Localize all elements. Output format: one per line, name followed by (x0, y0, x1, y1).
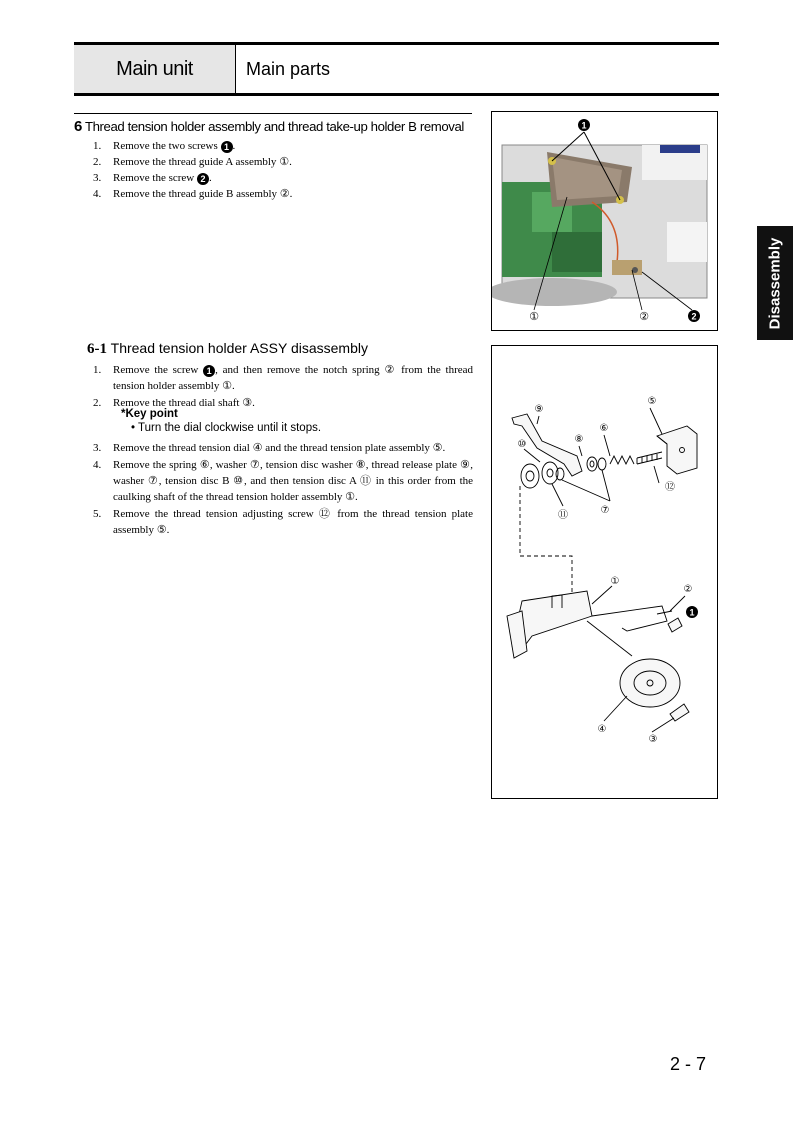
diagram-label-9: ⑨ (534, 404, 544, 415)
step: 3. Remove the screw 2 . (93, 172, 212, 184)
section-6-1-steps-b (93, 440, 473, 539)
diagram-label-3: ③ (648, 734, 658, 745)
step: 2. Remove the thread dial shaft ③. (93, 396, 255, 409)
page-number: 2 - 7 (670, 1054, 707, 1074)
header-parts: Main parts (246, 58, 331, 79)
key-point-title: *Key point (121, 408, 178, 420)
diagram-label-7: ⑦ (600, 505, 610, 516)
black-marker: 1 (221, 141, 233, 153)
exploded-diagram (491, 345, 718, 799)
step: 2. Remove the thread guide A assembly ①. (93, 155, 292, 168)
diagram-label-5: ⑤ (647, 396, 657, 407)
side-tab-label: Disassembly (766, 237, 784, 329)
step: 1. Remove the screw 1 , and then remove the notch spring ② from the thread tension holder assembly ①. (93, 363, 473, 392)
circle-marker: ② (279, 187, 290, 200)
photo-illustration (492, 112, 719, 332)
circle-marker: ③ (242, 396, 253, 409)
section-6-1-title (87, 340, 368, 358)
diagram-label-8: ⑧ (574, 434, 584, 445)
page-header (74, 42, 719, 96)
circle-marker: ① (279, 155, 290, 168)
diagram-label-6: ⑥ (599, 423, 609, 434)
key-point (121, 408, 321, 434)
section-6-heading: Thread tension holder assembly and thread take-up holder B removal (84, 119, 464, 134)
photo-label-3: 2 (691, 311, 697, 322)
photo-label-1: ① (529, 310, 539, 323)
key-point-item (131, 422, 321, 434)
section-6-title (74, 113, 472, 135)
bullet: • (131, 422, 136, 434)
diagram-illustration (492, 346, 719, 800)
section-6-1-heading: Thread tension holder ASSY disassembly (110, 340, 368, 356)
side-tab (757, 226, 793, 340)
step: 5. Remove the thread tension adjusting screw ⑫ from the thread tension plate assembly ⑤. (93, 507, 473, 536)
section-6-number: 6 (74, 118, 82, 135)
step: 4. Remove the spring ⑥, washer ⑦, tension disc washer ⑧, thread release plate ⑨, washer ⑦, tension disc B ⑩, and then tension disc A ⑪ in this order from the caulking shaft of the thread tension holder assembly ①. (93, 458, 474, 503)
diagram-label-black-1: 1 (689, 607, 695, 618)
diagram-label-2: ② (683, 584, 693, 595)
section-6-steps (93, 138, 473, 202)
header-unit: Main unit (74, 45, 236, 93)
section-6-1-steps-a (93, 362, 473, 412)
black-marker: 1 (203, 365, 215, 377)
circle-marker: ① (222, 379, 232, 392)
circle-marker: ② (384, 363, 397, 376)
photo-label-top: 1 (581, 120, 587, 131)
step: 1. Remove the two screws 1 . (93, 140, 236, 152)
section-6-1-number: 6-1 (87, 341, 107, 357)
black-marker: 2 (197, 173, 209, 185)
step: 4. Remove the thread guide B assembly ②. (93, 187, 293, 200)
diagram-label-4: ④ (597, 724, 607, 735)
key-point-text: Turn the dial clockwise until it stops. (138, 422, 322, 434)
diagram-label-11: ⑪ (558, 510, 568, 521)
diagram-label-10: ⑩ (517, 439, 527, 450)
diagram-label-1: ① (610, 576, 620, 587)
diagram-label-12: ⑫ (665, 482, 675, 493)
photo-figure (491, 111, 718, 331)
photo-label-2: ② (639, 310, 649, 323)
step: 3. Remove the thread tension dial ④ and the thread tension plate assembly ⑤. (93, 441, 446, 454)
